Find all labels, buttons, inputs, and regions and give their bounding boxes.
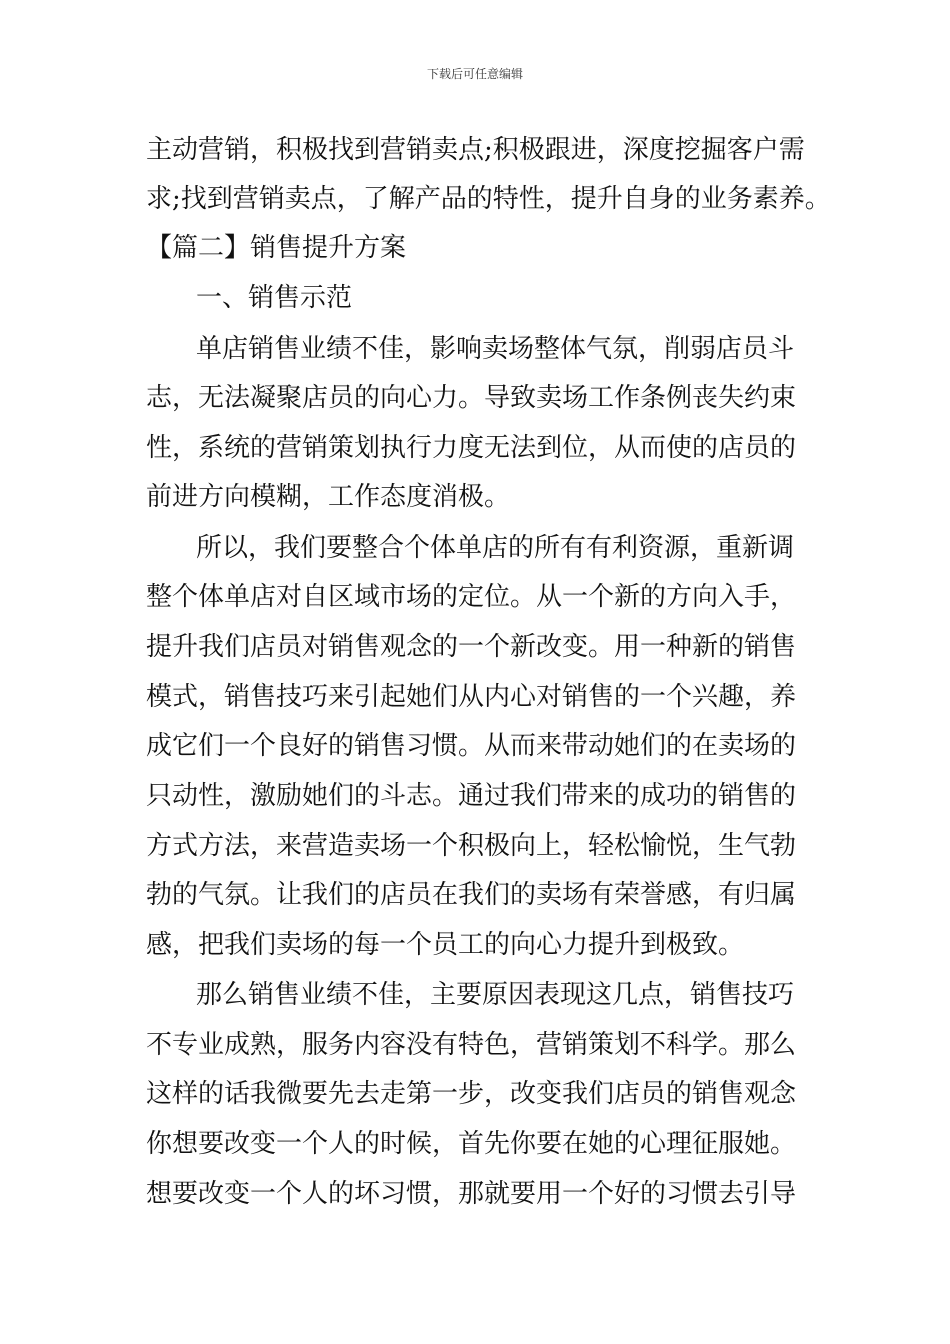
text-line: 主动营销，积极找到营销卖点;积极跟进，深度挖掘客户需 (146, 135, 805, 165)
text-line: 提升我们店员对销售观念的一个新改变。用一种新的销售 (146, 632, 797, 662)
text-line: 感，把我们卖场的每一个员工的向心力提升到极致。 (146, 930, 745, 960)
text-line: 成它们一个良好的销售习惯。从而来带动她们的在卖场的 (146, 731, 797, 761)
text-line: 想要改变一个人的坏习惯，那就要用一个好的习惯去引导 (146, 1179, 797, 1209)
text-line: 方式方法，来营造卖场一个积极向上，轻松愉悦，生气勃 (146, 831, 797, 861)
text-line: 那么销售业绩不佳，主要原因表现这几点，销售技巧 (196, 980, 795, 1010)
text-line: 单店销售业绩不佳，影响卖场整体气氛，削弱店员斗 (196, 334, 795, 364)
text-line: 不专业成熟，服务内容没有特色，营销策划不科学。那么 (146, 1030, 797, 1060)
text-line: 只动性，激励她们的斗志。通过我们带来的成功的销售的 (146, 781, 797, 811)
text-line: 求;找到营销卖点，了解产品的特性，提升自身的业务素养。 (146, 184, 831, 214)
section-heading: 【篇二】销售提升方案 (146, 233, 407, 263)
text-line: 整个体单店对自区域市场的定位。从一个新的方向入手， (146, 582, 797, 612)
text-line: 志，无法凝聚店员的向心力。导致卖场工作条例丧失约束 (146, 383, 797, 413)
text-line: 这样的话我微要先去走第一步，改变我们店员的销售观念 (146, 1079, 797, 1109)
subsection-heading: 一、销售示范 (196, 283, 353, 313)
text-line: 前进方向模糊，工作态度消极。 (146, 482, 511, 512)
text-line: 所以，我们要整合个体单店的所有有利资源，重新调 (196, 533, 795, 563)
page-header: 下载后可任意编辑 (426, 67, 523, 81)
text-line: 你想要改变一个人的时候，首先你要在她的心理征服她。 (146, 1129, 797, 1159)
text-line: 性，系统的营销策划执行力度无法到位，从而使的店员的 (146, 433, 797, 463)
text-line: 勃的气氛。让我们的店员在我们的卖场有荣誉感，有归属 (146, 880, 797, 910)
text-line: 模式，销售技巧来引起她们从内心对销售的一个兴趣，养 (146, 682, 797, 712)
